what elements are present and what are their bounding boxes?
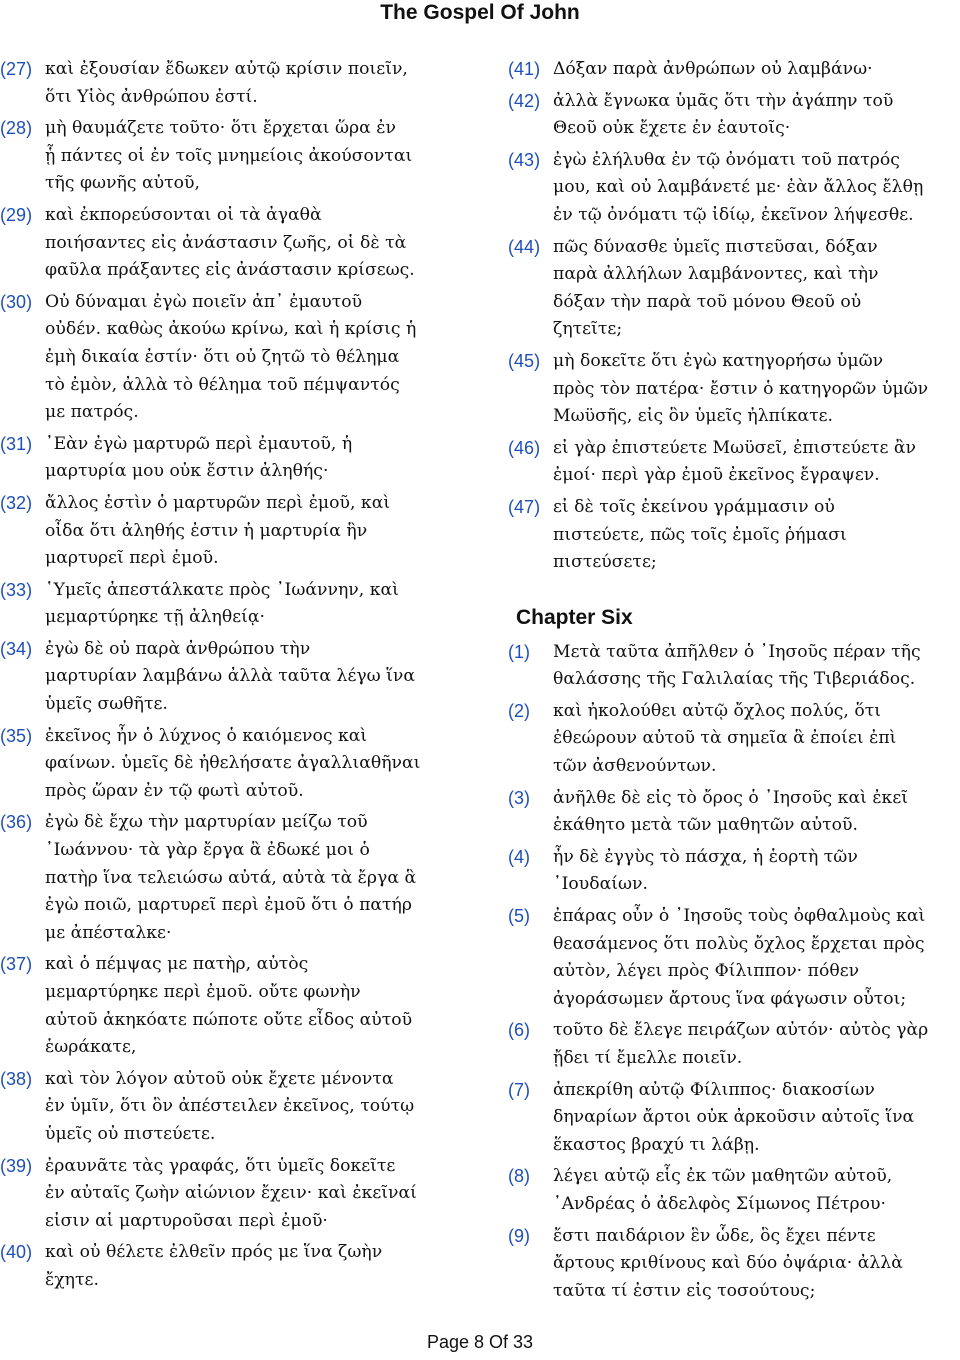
- verse-line: ἐραυνᾶτε τὰς γραφάς, ὅτι ὑμεῖς δοκεῖτε: [45, 1155, 396, 1176]
- verse: [508, 494, 956, 577]
- verse-line: ἦν δὲ ἐγγὺς τὸ πάσχα, ἡ ἑορτὴ τῶν: [553, 846, 858, 867]
- verse-line: τῶν ἀσθενούντων.: [553, 756, 717, 777]
- verse-number: (1): [508, 641, 531, 662]
- verse-number: (36): [0, 812, 33, 833]
- verse: [0, 723, 448, 806]
- verse: [0, 1153, 448, 1236]
- verse-line: καὶ οὐ θέλετε ἐλθεῖν πρός με ἵνα ζωὴν: [45, 1242, 383, 1263]
- verse: [0, 951, 448, 1061]
- verse-line: καὶ ἐξουσίαν ἔδωκεν αὐτῷ κρίσιν ποιεῖν,: [45, 59, 408, 79]
- verse-line: μεμαρτύρηκε τῇ ἀληθείᾳ·: [45, 607, 266, 628]
- verse-line: ποιήσαντες εἰς ἀνάστασιν ζωῆς, οἱ δὲ τὰ: [45, 232, 407, 253]
- verse: [508, 234, 956, 344]
- verse-number: (6): [508, 1020, 531, 1041]
- verse-number: (33): [0, 579, 33, 600]
- verse-line: ἐμὴ δικαία ἐστίν· ὅτι οὐ ζητῶ τὸ θέλημα: [45, 346, 400, 367]
- verse-line: μαρτυρίαν λαμβάνω ἀλλὰ ταῦτα λέγω ἵνα: [45, 666, 416, 687]
- verse: [0, 577, 448, 632]
- verse: [0, 1239, 448, 1294]
- verse-line: αὐτοῦ ἀκηκόατε πώποτε οὔτε εἶδος αὐτοῦ: [45, 1009, 413, 1030]
- verse-line: μου, καὶ οὐ λαμβάνετέ με· ἐὰν ἄλλος ἔλθῃ: [553, 177, 924, 198]
- verse-line: ᾽Ιουδαίων.: [553, 874, 648, 895]
- verse: [508, 1163, 956, 1218]
- verse-number: (7): [508, 1079, 531, 1100]
- verse-number: (2): [508, 700, 531, 721]
- verse-line: πρὸς ὥραν ἐν τῷ φωτὶ αὐτοῦ.: [45, 780, 304, 801]
- verse-number: (3): [508, 787, 531, 808]
- verse-number: (46): [508, 437, 541, 458]
- verse-number: (41): [508, 59, 541, 79]
- verse-line: μὴ θαυμάζετε τοῦτο· ὅτι ἔρχεται ὥρα ἐν: [45, 118, 396, 139]
- verse-number: (47): [508, 496, 541, 517]
- page-title: The Gospel Of John: [380, 1, 580, 24]
- verse-line: πρὸς τὸν πατέρα· ἔστιν ὁ κατηγορῶν ὑμῶν: [553, 378, 929, 399]
- verse-line: με ἀπέσταλκε·: [45, 922, 172, 943]
- verse-line: αὐτὸν, λέγει πρὸς Φίλιππον· πόθεν: [553, 961, 860, 982]
- verse: [0, 56, 448, 111]
- verse-line: ὅτι Υἱὸς ἀνθρώπου ἐστί.: [45, 86, 258, 107]
- verse-line: δόξαν τὴν παρὰ τοῦ μόνου Θεοῦ οὐ: [553, 291, 862, 312]
- verse: [0, 1066, 448, 1149]
- verse-line: ἐμοί· περὶ γὰρ ἐμοῦ ἐκεῖνος ἔγραψεν.: [553, 465, 880, 486]
- verse-number: (4): [508, 846, 531, 867]
- verse-line: ἐν τῷ ὀνόματι τῷ ἰδίῳ, ἐκεῖνον λήψεσθε.: [553, 204, 914, 225]
- verse-line: ᾗ πάντες οἱ ἐν τοῖς μνημείοις ἀκούσονται: [45, 145, 413, 166]
- verse-number: (30): [0, 291, 33, 312]
- verse-number: (27): [0, 59, 33, 79]
- left-column: [0, 56, 448, 1299]
- verse-line: λέγει αὐτῷ εἷς ἐκ τῶν μαθητῶν αὐτοῦ,: [553, 1166, 893, 1187]
- verse-number: (5): [508, 906, 531, 927]
- verse-line: ἐπάρας οὖν ὁ ᾽Ιησοῦς τοὺς ὀφθαλμοὺς καὶ: [553, 906, 926, 927]
- verse-line: εἰ δὲ τοῖς ἐκείνου γράμμασιν οὐ: [553, 496, 835, 517]
- verse-line: ἀπεκρίθη αὐτῷ Φίλιππος· διακοσίων: [553, 1079, 875, 1100]
- verse-line: ἀνῆλθε δὲ εἰς τὸ ὄρος ὁ ᾽Ιησοῦς καὶ ἐκεῖ: [553, 787, 909, 808]
- verse: [0, 636, 448, 719]
- verse-line: καὶ ἐκπορεύσονται οἱ τὰ ἀγαθὰ: [45, 204, 322, 225]
- verse-line: θαλάσσης τῆς Γαλιλαίας τῆς Τιβεριάδος.: [553, 669, 916, 690]
- verse: [508, 147, 956, 230]
- verse-line: ἐκάθητο μετὰ τῶν μαθητῶν αὐτοῦ.: [553, 815, 858, 836]
- verse-line: ἀλλὰ ἔγνωκα ὑμᾶς ὅτι τὴν ἀγάπην τοῦ: [553, 90, 894, 111]
- verse-line: δηναρίων ἄρτοι οὐκ ἀρκοῦσιν αὐτοῖς ἵνα: [553, 1107, 915, 1128]
- verse-line: ἔχητε.: [45, 1269, 99, 1290]
- right-column: [508, 56, 956, 1309]
- verse-line: τοῦτο δὲ ἔλεγε πειράζων αὐτόν· αὐτὸς γὰρ: [553, 1020, 929, 1041]
- verse-line: εἰσιν αἱ μαρτυροῦσαι περὶ ἐμοῦ·: [45, 1210, 328, 1231]
- verse: [0, 289, 448, 427]
- verse-line: ἄλλος ἐστὶν ὁ μαρτυρῶν περὶ ἐμοῦ, καὶ: [45, 492, 391, 513]
- verse-number: (43): [508, 149, 541, 170]
- verse-line: μαρτυρία μου οὐκ ἔστιν ἀληθής·: [45, 461, 329, 482]
- verse-number: (32): [0, 492, 33, 513]
- verse-number: (31): [0, 433, 33, 454]
- verse: [0, 809, 448, 947]
- verse-line: καὶ ἠκολούθει αὐτῷ ὄχλος πολύς, ὅτι: [553, 700, 882, 721]
- verse-line: ἐκεῖνος ἦν ὁ λύχνος ὁ καιόμενος καὶ: [45, 725, 368, 746]
- verse-line: ζητεῖτε;: [553, 319, 623, 340]
- verse-line: ἐν αὐταῖς ζωὴν αἰώνιον ἔχειν· καὶ ἐκεῖναί: [45, 1183, 417, 1204]
- verse-number: (28): [0, 118, 33, 139]
- verse-line: ὑμεῖς σωθῆτε.: [45, 694, 168, 715]
- verse-line: ἕκαστος βραχύ τι λάβῃ.: [553, 1134, 760, 1155]
- verse: [508, 1017, 956, 1072]
- verse: [508, 348, 956, 431]
- verse-line: ἐγὼ ἐλήλυθα ἐν τῷ ὀνόματι τοῦ πατρός: [553, 149, 900, 170]
- verse-line: ᾽Εὰν ἐγὼ μαρτυρῶ περὶ ἐμαυτοῦ, ἡ: [45, 433, 353, 454]
- verse: [508, 785, 956, 840]
- verse-line: θεασάμενος ὅτι πολὺς ὄχλος ἔρχεται πρὸς: [553, 933, 925, 954]
- verse-line: μαρτυρεῖ περὶ ἐμοῦ.: [45, 548, 219, 569]
- verse-number: (29): [0, 204, 33, 225]
- verse-line: ἑωράκατε,: [45, 1037, 137, 1058]
- verse-line: ῾Υμεῖς ἀπεστάλκατε πρὸς ᾽Ιωάννην, καὶ: [45, 579, 399, 600]
- verse-line: καὶ ὁ πέμψας με πατὴρ, αὐτὸς: [45, 954, 309, 975]
- verse-line: Μετὰ ταῦτα ἀπῆλθεν ὁ ᾽Ιησοῦς πέραν τῆς: [553, 641, 921, 662]
- verse: [508, 88, 956, 143]
- verse-line: Οὐ δύναμαι ἐγὼ ποιεῖν ἀπ᾽ ἐμαυτοῦ: [45, 291, 363, 312]
- verse-line: τὸ ἐμὸν, ἀλλὰ τὸ θέλημα τοῦ πέμψαντός: [45, 374, 400, 395]
- verse-line: ᾔδει τί ἔμελλε ποιεῖν.: [553, 1048, 743, 1068]
- verse-line: πῶς δύνασθε ὑμεῖς πιστεῦσαι, δόξαν: [553, 236, 878, 257]
- verse-line: φαίνων. ὑμεῖς δὲ ἠθελήσατε ἀγαλλιαθῆναι: [45, 753, 421, 774]
- verse-number: (8): [508, 1166, 531, 1187]
- verse-line: τῆς φωνῆς αὐτοῦ,: [45, 173, 200, 194]
- verse-line: ἐγὼ ποιῶ, μαρτυρεῖ περὶ ἐμοῦ ὅτι ὁ πατήρ: [45, 895, 412, 916]
- verse: [0, 202, 448, 285]
- verse: [508, 435, 956, 490]
- verse-number: (34): [0, 638, 33, 659]
- verse: [508, 698, 956, 781]
- verse-number: (37): [0, 954, 33, 975]
- verse-line: πατὴρ ἵνα τελειώσω αὐτά, αὐτὰ τὰ ἔργα ἃ: [45, 867, 417, 888]
- verse-line: Δόξαν παρὰ ἀνθρώπων οὐ λαμβάνω·: [553, 59, 873, 79]
- verse-line: παρὰ ἀλλήλων λαμβάνοντες, καὶ τὴν: [553, 264, 879, 285]
- verse-line: με πατρός.: [45, 402, 139, 423]
- verse: [508, 1223, 956, 1306]
- verse-line: ἐγὼ δὲ ἔχω τὴν μαρτυρίαν μείζω τοῦ: [45, 812, 368, 833]
- verse: [0, 431, 448, 486]
- verse-line: καὶ τὸν λόγον αὐτοῦ οὐκ ἔχετε μένοντα: [45, 1068, 394, 1089]
- verse: [508, 639, 956, 694]
- verse: [508, 56, 956, 84]
- verse-line: εἰ γὰρ ἐπιστεύετε Μωϋσεῖ, ἐπιστεύετε ἂν: [553, 437, 917, 458]
- verse-line: ἄρτους κριθίνους καὶ δύο ὀψάρια· ἀλλὰ: [553, 1253, 903, 1274]
- verse-line: ὑμεῖς οὐ πιστεύετε.: [45, 1123, 216, 1144]
- verse-line: οἶδα ὅτι ἀληθής ἐστιν ἡ μαρτυρία ἣν: [45, 520, 368, 541]
- verse-line: πιστεύσετε;: [553, 552, 657, 573]
- verse: [0, 490, 448, 573]
- verse: [0, 115, 448, 198]
- verse-number: (39): [0, 1155, 33, 1176]
- verse-number: (9): [508, 1225, 531, 1246]
- verse-line: ἀγοράσωμεν ἄρτους ἵνα φάγωσιν οὗτοι;: [553, 988, 907, 1009]
- verse-line: πιστεύετε, πῶς τοῖς ἐμοῖς ῥήμασι: [553, 524, 847, 545]
- verse: [508, 844, 956, 899]
- verse-number: (44): [508, 236, 541, 257]
- verse-line: ἐθεώρουν αὐτοῦ τὰ σημεῖα ἃ ἐποίει ἐπὶ: [553, 728, 897, 749]
- verse-line: μὴ δοκεῖτε ὅτι ἐγὼ κατηγορήσω ὑμῶν: [553, 350, 884, 371]
- verse-number: (42): [508, 90, 541, 111]
- verse-line: οὐδέν. καθὼς ἀκούω κρίνω, καὶ ἡ κρίσις ἡ: [45, 319, 417, 340]
- verse-number: (40): [0, 1242, 33, 1263]
- verse-line: ᾽Ανδρέας ὁ ἀδελφὸς Σίμωνος Πέτρου·: [553, 1193, 886, 1214]
- verse-line: μεμαρτύρηκε περὶ ἐμοῦ. οὔτε φωνὴν: [45, 982, 361, 1002]
- verse-line: ταῦτα τί ἐστιν εἰς τοσούτους;: [553, 1280, 816, 1301]
- verse-number: (35): [0, 725, 33, 746]
- verse-line: ᾽Ιωάννου· τὰ γὰρ ἔργα ἃ ἐδωκέ μοι ὁ: [45, 840, 370, 861]
- verse-line: ἔστι παιδάριον ἓν ὧδε, ὃς ἔχει πέντε: [553, 1225, 876, 1246]
- verse-line: φαῦλα πράξαντες εἰς ἀνάστασιν κρίσεως.: [45, 260, 415, 281]
- verse-line: ἐγὼ δὲ οὐ παρὰ ἀνθρώπου τὴν: [45, 638, 311, 659]
- verse-line: ἐν ὑμῖν, ὅτι ὃν ἀπέστειλεν ἐκεῖνος, τούτῳ: [45, 1096, 415, 1117]
- chapter-heading: Chapter Six: [516, 605, 633, 629]
- verse-number: (45): [508, 350, 541, 371]
- verse: [508, 1077, 956, 1160]
- page-number: Page 8 Of 33: [426, 1332, 534, 1352]
- verse: [508, 903, 956, 1013]
- verse-line: Θεοῦ οὐκ ἔχετε ἐν ἑαυτοῖς·: [553, 118, 791, 139]
- verse-number: (38): [0, 1068, 33, 1089]
- verse-line: Μωϋσῆς, εἰς ὃν ὑμεῖς ἠλπίκατε.: [553, 406, 834, 427]
